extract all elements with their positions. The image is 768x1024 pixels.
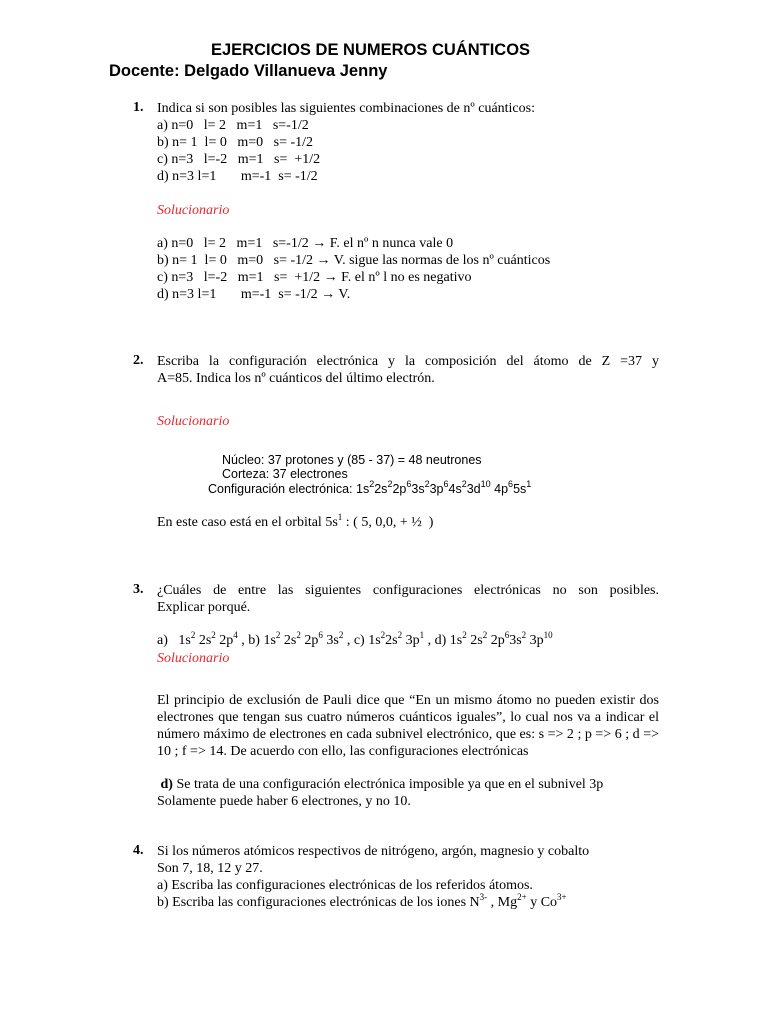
q2-orbital-answer — [157, 514, 433, 531]
electron-count: 1 — [419, 630, 425, 640]
electron-count: 2 — [521, 630, 527, 640]
q1-answer-c: c) n=3 l=-2 m=1 s= +1/2 → F. el nº l no es negativo — [157, 270, 472, 285]
config-terms — [352, 479, 532, 496]
orbital-values: : ( 5, 0,0, + ½ ) — [342, 515, 434, 530]
electron-count: 6 — [318, 630, 323, 640]
orbital-term: 5s — [513, 482, 527, 496]
q1-option-c: c) n=3 l=-2 m=1 s= +1/2 — [157, 152, 321, 167]
question-number: 4. — [133, 843, 144, 858]
question-2-prompt-line1: Escriba la configuración electrónica y la composición del átomo de Z =37 y — [157, 354, 659, 369]
option-b-config — [263, 630, 344, 648]
answer-text: Se trata de una configuración electrónica imposible ya que en el subnivel 3p — [172, 777, 604, 792]
option-d-config — [449, 630, 553, 648]
electron-count: 2 — [462, 630, 467, 640]
electron-count: 2 — [380, 630, 386, 640]
electron-count: 10 — [480, 479, 491, 489]
solution-label: Solucionario — [157, 651, 230, 666]
electron-count: 2 — [424, 479, 430, 489]
electron-count: 2 — [397, 630, 403, 640]
electron-count: 6 — [504, 630, 510, 640]
orbital-term: 2s — [280, 633, 297, 648]
electron-count: 2 — [482, 630, 488, 640]
orbital-term: 3s — [509, 633, 522, 648]
orbital-term: 2s — [466, 633, 483, 648]
q1-answer-b: b) n= 1 l= 0 m=0 s= -1/2 → V. sigue las normas de los nº cuánticos — [157, 253, 551, 268]
option-d-label: , d) — [424, 633, 450, 648]
q4-line2: Son 7, 18, 12 y 27. — [157, 861, 263, 876]
q2-electron-configuration — [208, 479, 532, 496]
page-title: EJERCICIOS DE NUMEROS CUÁNTICOS — [211, 41, 531, 59]
orbital-term: 1s — [263, 633, 276, 648]
orbital-term: 2s — [374, 482, 388, 496]
electron-count: 2 — [369, 479, 375, 489]
q3-configuration-options — [157, 632, 553, 649]
question-3-prompt-line2: Explicar porqué. — [157, 600, 251, 615]
orbital-term: 4p — [490, 482, 509, 496]
q4-line3: a) Escriba las configuraciones electrónicas de los referidos átomos. — [157, 878, 533, 893]
config-label: Configuración electrónica: — [208, 482, 353, 496]
question-number: 1. — [133, 100, 144, 115]
option-b-label: , b) — [237, 633, 264, 648]
orbital-term: 3d — [466, 482, 481, 496]
q2-nucleus: Núcleo: 37 protones y (85 - 37) = 48 neutrones — [222, 453, 482, 467]
electron-count: 2 — [338, 630, 344, 640]
ion-n-charge: 3- — [479, 892, 488, 902]
q4-line4-text: b) Escriba las configuraciones electrónicas de los iones N — [157, 895, 480, 910]
electron-count: 1 — [526, 479, 532, 489]
ion-mg-text: , Mg — [487, 895, 518, 910]
question-1-prompt: Indica si son posibles las siguientes combinaciones de nº cuánticos: — [157, 101, 535, 116]
ion-co-charge: 3+ — [557, 892, 567, 902]
orbital-term: 1s — [368, 633, 381, 648]
q3-explanation: El principio de exclusión de Pauli dice que “En un mismo átomo no pueden existir dos electrones que tengan sus cuatro números cuánticos iguales”, lo cual nos va a indicar el número máximo de electrones en cada subnivel electrónico, que es: s => 2 ; p => 6 ; d => 10 ; f => 14. De acuerdo con ello, las configuraciones electrónicas — [157, 693, 659, 759]
ion-co-text: y Co — [526, 895, 558, 910]
q1-option-a: a) n=0 l= 2 m=1 s=-1/2 — [157, 118, 309, 133]
orbital-term: 3p — [429, 482, 444, 496]
q1-option-d: d) n=3 l=1 m=-1 s= -1/2 — [157, 169, 318, 184]
teacher-name: Docente: Delgado Villanueva Jenny — [109, 62, 388, 80]
q2-cortex: Corteza: 37 electrones — [222, 467, 348, 481]
option-a-label: a) — [157, 633, 168, 648]
orbital-superscript: 1 — [337, 512, 343, 522]
orbital-term: 1s — [178, 633, 191, 648]
orbital-term: 2p — [215, 633, 234, 648]
electron-count: 2 — [275, 630, 281, 640]
orbital-term: 2s — [195, 633, 212, 648]
electron-count: 2 — [211, 630, 216, 640]
electron-count: 2 — [190, 630, 196, 640]
orbital-term: 2p — [300, 633, 319, 648]
electron-count: 2 — [461, 479, 467, 489]
electron-count: 2 — [296, 630, 301, 640]
electron-count: 6 — [508, 479, 514, 489]
orbital-term: 3s — [411, 482, 425, 496]
question-3-prompt-line1: ¿Cuáles de entre las siguientes configuraciones electrónicas no son posibles. — [157, 583, 659, 598]
question-number: 2. — [133, 353, 144, 368]
q3-answer-line2: Solamente puede haber 6 electrones, y no 10. — [157, 794, 411, 809]
q4-line1: Si los números atómicos respectivos de nitrógeno, argón, magnesio y cobalto — [157, 844, 590, 859]
solution-label: Solucionario — [157, 203, 230, 218]
q1-option-b: b) n= 1 l= 0 m=0 s= -1/2 — [157, 135, 314, 150]
option-c-label: , c) — [343, 633, 369, 648]
q3-answer — [157, 776, 603, 793]
option-a-config — [178, 630, 238, 648]
option-c-config — [368, 630, 425, 648]
q1-answer-d: d) n=3 l=1 m=-1 s= -1/2 → V. — [157, 287, 351, 302]
orbital-term: 2p — [392, 482, 407, 496]
orbital-term: 1s — [449, 633, 463, 648]
q1-answer-a: a) n=0 l= 2 m=1 s=-1/2 → F. el nº n nunca vale 0 — [157, 236, 454, 251]
orbital-term: 1s — [352, 482, 370, 496]
orbital-term: 2p — [487, 633, 505, 648]
electron-count: 6 — [406, 479, 412, 489]
orbital-term: 4s — [448, 482, 462, 496]
orbital-term: 3p — [402, 633, 420, 648]
electron-count: 4 — [233, 630, 238, 640]
question-2-prompt-line2: A=85. Indica los nº cuánticos del último electrón. — [157, 371, 435, 386]
solution-label: Solucionario — [157, 414, 230, 429]
orbital-text: En este caso está en el orbital 5s — [157, 515, 338, 530]
answer-letter: d) — [160, 777, 173, 792]
orbital-term: 3s — [322, 633, 339, 648]
orbital-term: 3p — [526, 633, 544, 648]
question-number: 3. — [133, 582, 144, 597]
electron-count: 6 — [443, 479, 449, 489]
orbital-term: 2s — [385, 633, 398, 648]
ion-mg-charge: 2+ — [517, 892, 527, 902]
q4-line4 — [157, 894, 567, 911]
electron-count: 10 — [543, 630, 553, 640]
electron-count: 2 — [387, 479, 393, 489]
